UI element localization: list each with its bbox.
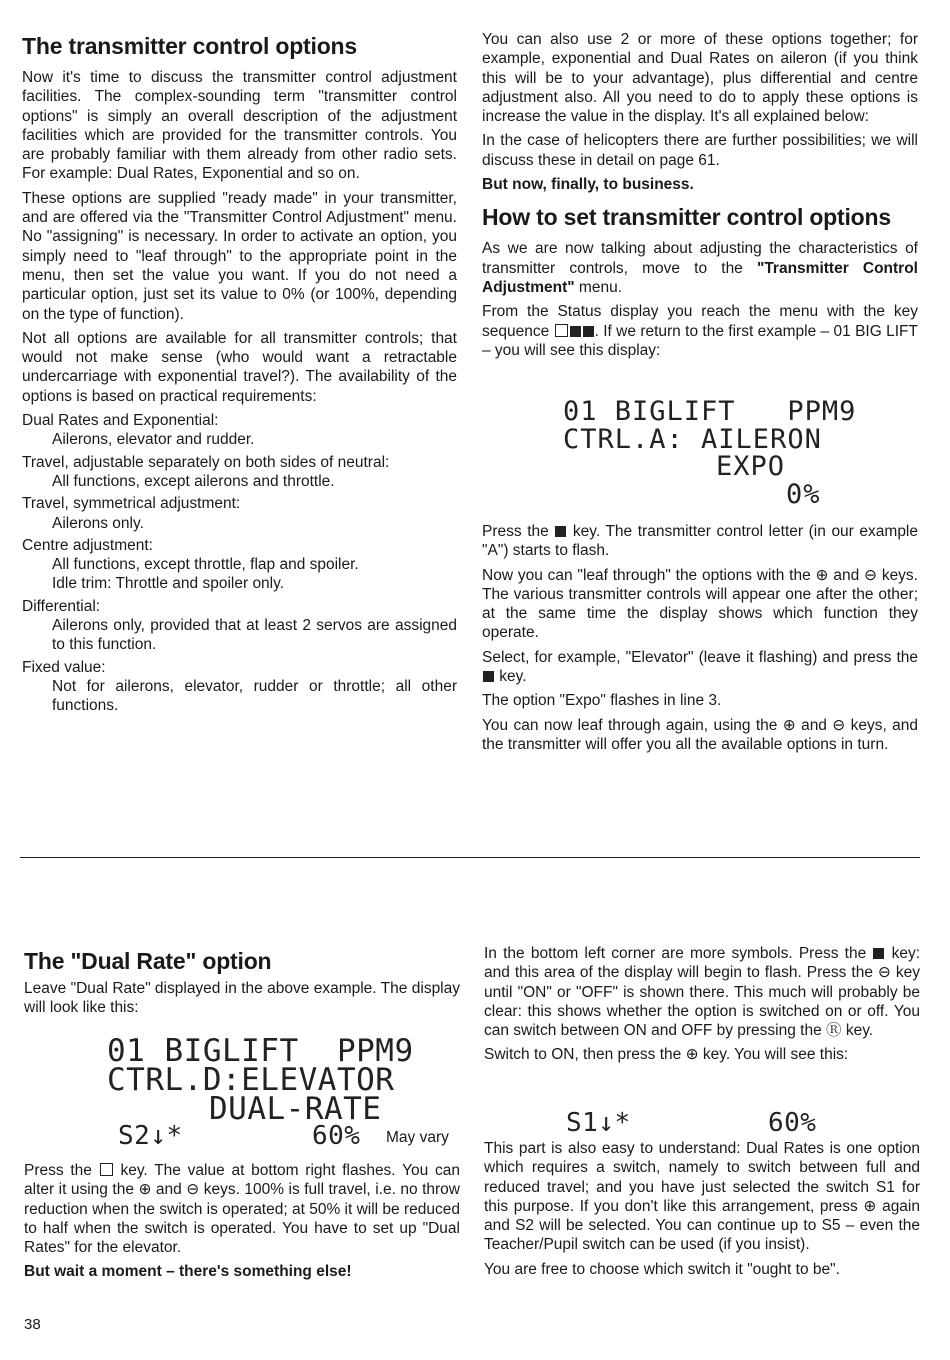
right-column-middle — [482, 522, 918, 759]
left-column-bottom — [24, 948, 460, 1023]
option-detail: Ailerons, elevator and rudder. — [52, 431, 255, 449]
lcd-line-3: DUAL-RATE — [209, 1091, 382, 1127]
left-column-bottom-2 — [24, 1161, 460, 1287]
lcd-line-3: EXPO — [716, 451, 786, 482]
menu-key-icon — [555, 324, 568, 337]
lcd-value: 60% — [768, 1108, 817, 1138]
option-detail: All functions, except throttle, flap and spoiler. — [52, 556, 359, 574]
lcd-line-4: 0% — [786, 479, 821, 510]
paragraph-leaf-through: Now you can "leaf through" the options with the ⊕ and ⊖ keys. The various transmitter controls will appear one after the other; at the same time the display shows which function they operate. — [482, 566, 918, 642]
section-divider — [20, 857, 920, 858]
paragraph-key-sequence: From the Status display you reach the menu with the key sequence . If we return to the first example – 01 BIG LIFT – you will see this display: — [482, 303, 918, 359]
paragraph-switch-on: Switch to ON, then press the ⊕ key. You will see this: — [484, 1046, 849, 1064]
lcd-switch: S2↓* — [118, 1121, 183, 1151]
option-detail: Idle trim: Throttle and spoiler only. — [52, 575, 285, 593]
options-list — [22, 411, 457, 715]
paragraph-select-elevator: Select, for example, "Elevator" (leave it flashing) and press the key. — [482, 648, 918, 686]
right-column-top — [482, 30, 918, 365]
paragraph-ready-made: These options are supplied "ready made" in your transmitter, and are offered via the "Transmitter Control Adjustment" menu. No "assigning" is necessary. In order to activate an option, you simply need to "leaf through" to the appropriate point in the menu, then set the value you want. If you do not need a particular option, just set its value to 0% (or 100%, depending on the type of function). — [22, 189, 457, 323]
option-detail: Ailerons only. — [52, 514, 144, 532]
option-label: Differential: — [22, 597, 101, 615]
option-detail: Ailerons only, provided that at least 2 servos are assigned to this function. — [52, 617, 457, 654]
paragraph-leave-dual-rate: Leave "Dual Rate" displayed in the above example. The display will look like this: — [24, 980, 460, 1017]
paragraph-to-business: But now, finally, to business. — [482, 176, 694, 194]
right-column-bottom-2 — [484, 1139, 920, 1284]
page-number: 38 — [24, 1316, 41, 1333]
option-label: Centre adjustment: — [22, 536, 153, 554]
key-icon — [873, 948, 884, 959]
key-icon — [483, 671, 494, 682]
key-icon — [555, 526, 566, 537]
option-label: Travel, symmetrical adjustment: — [22, 495, 241, 513]
paragraph-intro: Now it's time to discuss the transmitter control adjustment facilities. The complex-sounding term "transmitter control options" is simply an overall description of the adjustment facilities which are provided for the transmitter controls. You are probably familiar with them already from other radio sets. For example: Dual Rates, Exponential and so on. — [22, 69, 457, 183]
paragraph-free-choice: You are free to choose which switch it "ought to be". — [484, 1260, 840, 1278]
lcd-value: 60% — [312, 1121, 361, 1151]
lcd-line-2: CTRL.D:ELEVATOR — [107, 1062, 395, 1098]
paragraph-leaf-again: You can now leaf through again, using the ⊕ and ⊖ keys, and the transmitter will offer you all the available options in turn. — [482, 716, 918, 753]
left-column-top — [22, 33, 457, 719]
lcd-switch: S1↓* — [566, 1108, 631, 1138]
option-detail: Not for ailerons, elevator, rudder or throttle; all other functions. — [52, 677, 457, 715]
paragraph-combine-options: You can also use 2 or more of these options together; for example, exponential and Dual Rates on aileron (if you think this will be to your advantage), plus differential and centre adjustment also. All you need to do to apply these options is increase the value in the display. It's all explained below: — [482, 31, 918, 126]
section-title-dual-rate: The "Dual Rate" option — [24, 948, 272, 974]
paragraph-helicopters: In the case of helicopters there are further possibilities; we will discuss these in detail on page 61. — [482, 132, 918, 169]
may-vary-note: May vary — [386, 1129, 449, 1146]
option-detail: All functions, except ailerons and throttle. — [52, 472, 335, 490]
option-label: Dual Rates and Exponential: — [22, 412, 219, 430]
select-key-icon — [570, 326, 581, 337]
option-label: Fixed value: — [22, 658, 106, 676]
paragraph-expo-flashes: The option "Expo" flashes in line 3. — [482, 692, 722, 710]
select-key-icon — [583, 326, 594, 337]
paragraph-switch-explanation: This part is also easy to understand: Dual Rates is one option which requires a switch, namely to switch between full and reduced travel; and you have just selected the switch S1 for this purpose. If you don't like this arrangement, press ⊕ again and S2 will be selected. You can continue up to S5 – even the Teacher/Pupil switch can be used (if you insist). — [484, 1140, 920, 1254]
paragraph-availability: Not all options are available for all transmitter controls; that would not make sense (who would want a retractable undercarriage with exponential travel?). The availability of the options is based on practical requirements: — [22, 329, 457, 405]
paragraph-bottom-left-symbols: In the bottom left corner are more symbols. Press the key: and this area of the display will begin to flash. Press the ⊖ key until "ON" or "OFF" is shown there. This much will probably be clear: this shows whether the option is switched on or off. You can switch between ON and OFF by pressing the Ⓡ key. — [484, 945, 921, 1040]
section-title-how-to-set: How to set transmitter control options — [482, 204, 891, 231]
paragraph-wait-moment: But wait a moment – there's something else! — [24, 1263, 352, 1281]
option-label: Travel, adjustable separately on both sides of neutral: — [22, 453, 390, 471]
lcd-line-2: CTRL.A: AILERON — [563, 424, 822, 455]
paragraph-press-key: Press the key. The transmitter control letter (in our example "A") starts to flash. — [482, 523, 918, 560]
paragraph-move-to-menu: As we are now talking about adjusting the characteristics of transmitter controls, move to the "Transmitter Control Adjustment" menu. — [482, 240, 918, 296]
paragraph-adjust-value: Press the key. The value at bottom right flashes. You can alter it using the ⊕ and ⊖ keys. 100% is full travel, i.e. no throw reduction when the switch is operated; at 50% it will be reduced to half when the switch is operated. You have to set up "Dual Rates" for the elevator. — [24, 1162, 460, 1257]
lcd-line-1: 01 BIGLIFT PPM9 — [563, 396, 857, 427]
lcd-line-1: 01 BIGLIFT PPM9 — [107, 1033, 414, 1069]
section-title-transmitter-control-options: The transmitter control options — [22, 33, 357, 59]
right-column-bottom — [484, 944, 920, 1070]
key-icon — [100, 1163, 113, 1176]
